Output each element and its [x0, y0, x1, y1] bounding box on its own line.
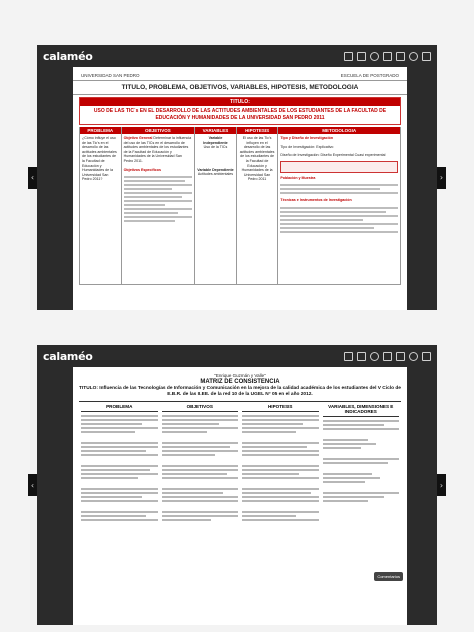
hipotesis-text: El uso de las Tic's influyen en el desarrollo de las actitudes ambientales de los estudiantes de la Facultad de Educación y Humanidades de la Universidad San Pedro 2011 [239, 136, 275, 182]
variable-dependiente-label: Variable Dependiente [197, 167, 234, 172]
objetivo-general-text: Determinar la influencia del uso de las TICs en el desarrollo de actitudes ambientales de los estudiantes de la Facultad de Educación y Humanidades de la Universidad San Pedro 2011. [123, 136, 192, 163]
prev-page-icon[interactable]: ‹ [28, 167, 37, 189]
col-objetivos [160, 402, 241, 521]
grid-icon[interactable] [344, 352, 353, 361]
grid-icon[interactable] [344, 52, 353, 61]
col-header: OBJETIVOS [122, 127, 195, 134]
col-metodologia [278, 127, 400, 284]
fullscreen-icon[interactable] [422, 352, 431, 361]
variable-independiente-value: Uso de la TICs [203, 145, 228, 150]
comments-badge[interactable]: Comentarios [374, 572, 403, 581]
calameo-logo[interactable]: calaméo [43, 349, 93, 363]
matrix-table [79, 401, 401, 521]
page-icon[interactable] [357, 352, 366, 361]
next-page-icon[interactable]: › [437, 474, 446, 496]
col-hipotesis [240, 402, 321, 521]
calameo-logo[interactable]: calaméo [43, 49, 93, 63]
metodologia-tipo-label: Tipo y Diseño de Investigación [280, 136, 334, 140]
objetivos-especificos-lines [122, 174, 195, 224]
col-header: METODOLOGIA [278, 127, 400, 134]
variable-dependiente-value: Actitudes ambientales [197, 172, 234, 177]
col-header: PROBLEMA [81, 402, 158, 412]
col-header: OBJETIVOS [162, 402, 239, 412]
download-icon[interactable] [383, 52, 392, 61]
share-icon[interactable] [409, 52, 418, 61]
fullscreen-icon[interactable] [422, 52, 431, 61]
viewer-toolbar [37, 45, 437, 67]
main-title: TITULO, PROBLEMA, OBJETIVOS, VARIABLES, HIPOTESIS, METODOLOGIA [73, 81, 407, 95]
document-viewer-1[interactable] [30, 45, 444, 310]
titulo-text: USO DE LAS TIC´s EN EL DESARROLLO DE LAS ACTITUDES AMBIENTALES DE LOS ESTUDIANTES DE LA FACULTAD DE EDUCACIÓN Y HUMANIDADES DE LA UNIVERSIDAD SAN PEDRO 2011 [93, 108, 387, 121]
titulo-box [79, 97, 401, 125]
objetivo-general-label: Objetivo General [123, 136, 153, 140]
col-lines [323, 417, 400, 502]
objetivo-general [122, 134, 195, 166]
print-icon[interactable] [396, 52, 405, 61]
metodologia-diseno: Diseño de Investigación: Diseño Experimental Cuasi experimental [280, 153, 386, 158]
col-lines [81, 412, 158, 521]
col-variables [321, 402, 402, 521]
col-hipotesis [237, 127, 279, 284]
matrix-title: MATRIZ DE CONSISTENCIA [200, 379, 280, 385]
variable-independiente [195, 134, 236, 152]
print-icon[interactable] [396, 352, 405, 361]
matrix-table [79, 127, 401, 285]
download-icon[interactable] [383, 352, 392, 361]
page-header [73, 67, 407, 81]
col-header: VARIABLES, DIMENSIONES E INDICADORES [323, 402, 400, 417]
search-icon[interactable] [370, 352, 379, 361]
col-variables [195, 127, 237, 284]
header-left: UNIVERSIDAD SAN PEDRO [81, 73, 140, 78]
prev-page-icon[interactable]: ‹ [28, 474, 37, 496]
variable-dependiente [195, 166, 236, 179]
poblacion-lines [278, 182, 400, 196]
col-header: HIPOTESIS [242, 402, 319, 412]
col-header: HIPOTESIS [237, 127, 278, 134]
titulo-label: TITULO: [80, 98, 400, 106]
objetivos-especificos-label: Objetivos Específicos [123, 167, 161, 172]
tecnicas-label: Técnicas e Instrumentos de Investigación [280, 198, 352, 203]
tecnicas-lines [278, 205, 400, 235]
col-problema [80, 127, 122, 284]
variable-independiente-label: Variable Independiente [203, 136, 228, 145]
poblacion-label: Población y Muestra [280, 175, 316, 180]
col-header: PROBLEMA [80, 127, 121, 134]
col-header: VARIABLES [195, 127, 236, 134]
page-icon[interactable] [357, 52, 366, 61]
document-page [73, 367, 407, 625]
header-right: ESCUELA DE POSTGRADO [340, 73, 399, 78]
search-icon[interactable] [370, 52, 379, 61]
document-viewer-2[interactable] [30, 345, 444, 625]
viewer-toolbar [37, 345, 437, 367]
matrix-subtitle: TITULO: Influencia de las Tecnologías de Información y Comunicación en la mejora de la calidad académica de los estudiantes del V Ciclo de E.B.R. de las II.EE. de la red 10 de la UGEL N° 05 en el año 2012. [79, 386, 401, 397]
problema-text: ¿Cómo influye el uso de las Tic's en el desarrollo de las actitudes ambientales de los estudiantes de la Facultad de Educación y Humanidades de la Universidad San Pedro 2011? [82, 136, 117, 182]
document-page [73, 67, 407, 310]
col-problema [79, 402, 160, 521]
share-icon[interactable] [409, 352, 418, 361]
col-lines [242, 412, 319, 521]
col-lines [162, 412, 239, 521]
col-objetivos [122, 127, 196, 284]
next-page-icon[interactable]: › [437, 167, 446, 189]
metodologia-tipo: Tipo de Investigación: Explicativo [280, 144, 334, 149]
diseno-diagram [280, 161, 398, 173]
university-name: "Enrique Guzmán y Valle" [214, 373, 266, 378]
